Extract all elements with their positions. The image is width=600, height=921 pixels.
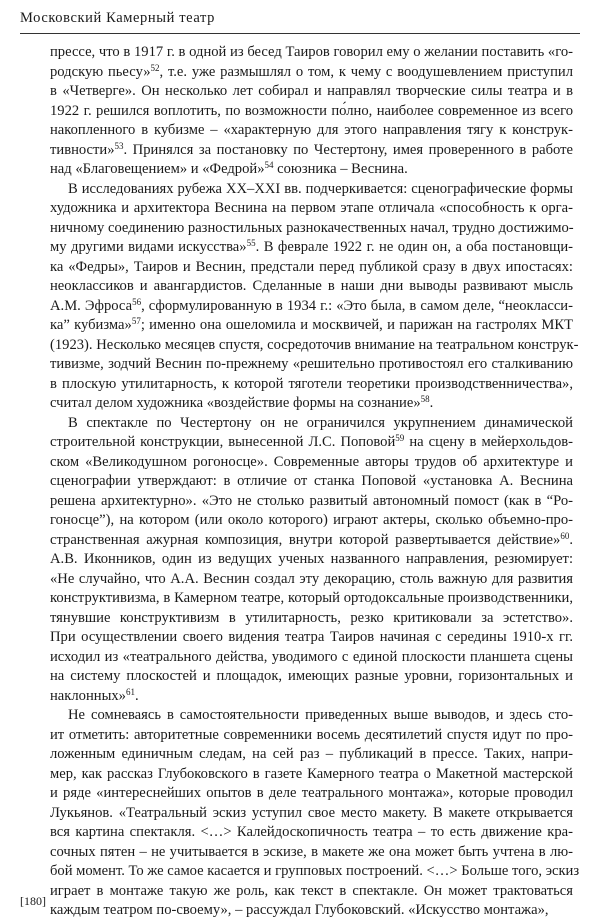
text-line: Лукьянов. «Театральный эскиз уступил свое место макету. В макете открывается: [50, 804, 573, 821]
text-line: сценографии утверждают: в отличие от станка Поповой «установка А. Веснина: [50, 473, 573, 489]
text-line: (1923). Несколько месяцев спустя, сосредоточив внимание на театральном конструк-: [50, 336, 579, 353]
page-number: [180]: [20, 894, 46, 908]
text-line: над «Благовещением» и «Федрой»$^{54}$ союзника – Веснина.: [50, 160, 408, 177]
running-title: Московский Камерный театр: [20, 10, 215, 26]
text-line: ничному соединению разностильных разнокачественных начал, трудно достижимо-: [50, 219, 574, 236]
text-line: бой момент. То же самое касается и групповых построений. <…> Больше того, эскиз: [50, 863, 580, 879]
text-line: А.М. Эфроса$^{56}$, сформулированную в 1934 г.: «Это была, в самом деле, “неокласси-: [50, 296, 573, 314]
text-line: ложенным единичным следам, на сей раз – публикаций в прессе. Таких, напри-: [50, 746, 573, 762]
text-line: ка «Федры», Таиров и Веснин, предстали перед публикой сразу в двух ипостасях:: [50, 258, 573, 275]
paragraph: [50, 180, 579, 414]
text-line: «Не случайно, что А.А. Веснин создал эту декорацию, столь важную для развития: [50, 570, 573, 587]
footnote-ref: 53: [114, 140, 124, 151]
text-line: тянувшие конструктивизм в утилитарность, резко критиковали за эстетство».: [50, 609, 573, 626]
text-line: А.В. Иконников, один из ведущих ученых названного направления, резюмирует:: [50, 551, 573, 567]
body-text: [50, 43, 580, 921]
footnote-ref: 52: [150, 62, 160, 73]
text-line: тивности»$^{53}$. Принялся за постановку по Честертону, имея проверенного в работе: [50, 140, 573, 158]
text-line: При осуществлении своего видения театра Таиров начиная с середины 1910-х гг.: [50, 629, 573, 645]
text-line: художника и архитектора Веснина на первом этапе отличала «способность к орга-: [50, 200, 573, 216]
text-line: конструктивизма, в Камерном театре, который ортодоксальные производственники,: [50, 590, 573, 606]
text-line: вся картина спектакля. <…> Калейдоскопичность театра – то есть движение кра-: [50, 824, 573, 840]
text-line: ском «Великодушном рогоносце». Современные авторы трудов об архитектуре и: [50, 453, 573, 470]
text-line: накопленного в кубизме – «характерную для этого направления тягу к конструк-: [50, 122, 573, 138]
text-line: в «Четверге». Он несколько лет собирал и направлял творческие силы театра и в: [50, 83, 573, 99]
text-line: на систему плоскостей и площадок, имеющих разные уровни, горизонтальных и: [50, 668, 573, 684]
footnote-ref: 56: [132, 296, 142, 307]
text-line: играет в монтаже такую же роль, как текст в спектакле. Он может трактоваться: [50, 882, 573, 899]
text-line: исходил из «театрального действа, уводимого с единой плоскости планшета сцены: [50, 648, 573, 665]
text-line: и ряде «интереснейших опытов в деле театрального монтажа», которые проводил: [50, 785, 573, 801]
text-line: В спектакле по Честертону он не ограничился укрупнением динамической: [68, 414, 573, 431]
text-line: решена архитектурно». «Это не столько развитый автономный помост (как в “Ро-: [50, 492, 573, 509]
text-line: наклонных»$^{61}$.: [50, 686, 139, 704]
text-line: прессе, что в 1917 г. в одной из бесед Таиров говорил ему о желании поставить «го-: [50, 44, 573, 60]
text-line: каждым театром по-своему», – рассуждал Глубоковский. «Искусство монтажа»,: [50, 902, 549, 918]
text-line: строительной конструкции, вынесенной Л.С. Поповой$^{59}$ на сцену в мейерхольдов-: [50, 433, 574, 450]
text-line: тивизме, зодчий Веснин по-прежнему «решительно противостоял его сталкиванию: [50, 356, 573, 372]
text-line: ка” кубизма»$^{57}$; именно она ошеломила и москвичей, и парижан на гастролях МКТ: [50, 316, 573, 333]
paragraph: [50, 706, 580, 921]
text-line: считал делом художника «воздействие формы на сознание»$^{58}$.: [50, 394, 434, 411]
paragraph: [50, 43, 573, 180]
text-line: в плоскую утилитарность, к которой тяготели теоретики производственничества»,: [50, 375, 573, 392]
text-line: му другими видами искусства»$^{55}$. В феврале 1922 г. не один он, а оба постановщи-: [50, 238, 573, 255]
footnote-ref: 57: [131, 316, 141, 326]
text-line: неоклассиков и авангардистов. Сделанные в наши дни выводы развивают мысль: [50, 278, 573, 294]
text-line: сочных пятен – не учитывается в эскизе, в макете же она может быть учтена в лю-: [50, 843, 573, 860]
text-line: 1922 г. решился воплотить, по возможности по́лно, наиболее современное из всего: [50, 102, 573, 119]
footnote-ref: 60: [560, 530, 570, 541]
running-head: [20, 7, 580, 34]
footnote-ref: 59: [395, 433, 405, 443]
text-line: В исследованиях рубежа XX–XXI вв. подчеркивается: сценографические формы: [68, 180, 573, 197]
footnote-ref: 61: [125, 686, 135, 697]
text-line: родскую пьесу»$^{52}$, т.е. уже размышлял о том, к чему с воодушевлением приступил: [50, 62, 573, 80]
text-line: гоносце”), на котором (или около которого) играют актеры, сколько объемно-про-: [50, 512, 573, 528]
text-line: Не сомневаясь в самостоятельности приведенных выше выводов, и здесь сто-: [68, 707, 573, 723]
footnote-ref: 54: [264, 160, 274, 170]
text-line: ит отметить: авторитетные современники восемь десятилетий спустя идут по про-: [50, 726, 573, 743]
paragraph: [50, 414, 573, 707]
footnote-ref: 58: [420, 394, 430, 404]
text-line: странственная ажурная композиция, внутри которой развертывается действие»$^{60}$.: [50, 530, 573, 548]
footnote-ref: 55: [246, 238, 256, 248]
text-line: мер, как рассказ Глубоковского в газете Камерного театра о Макетной мастерской: [50, 765, 573, 782]
